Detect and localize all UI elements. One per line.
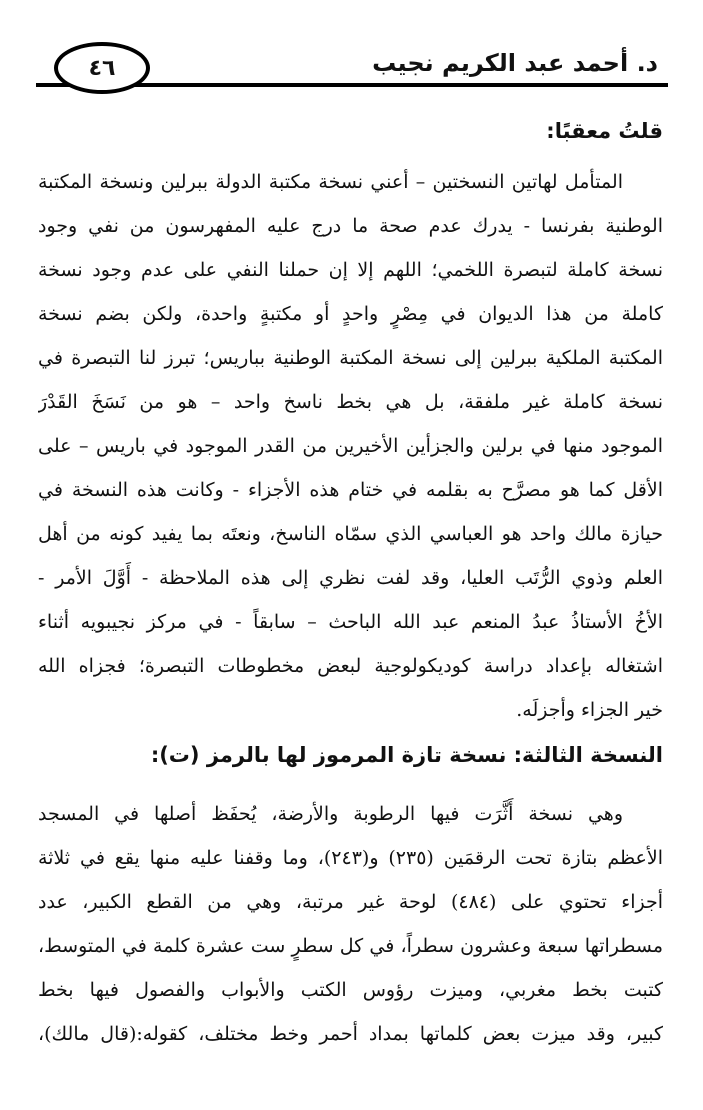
text-line: الموجود منها في برلين والجزأين الأخيرين من القدر الموجود في باريس – على [38,435,663,457]
text-line: نسخة كاملة لتبصرة اللخمي؛ اللهم إلا إن حملنا النفي على عدم وجود نسخة [38,259,663,281]
text-line: حيازة مالك واحد هو العباسي الذي سمّاه الناسخ، ونعتَه بما يفيد كونه من أهل [38,523,663,545]
page-header [36,40,668,100]
text-line: المتأمل لهاتين النسختين – أعني نسخة مكتبة الدولة ببرلين ونسخة المكتبة [38,171,623,193]
author-name: د. أحمد عبد الكريم نجيب [368,46,662,80]
text-line: الأعظم بتازة تحت الرقمَين (٢٣٥) و(٢٤٣)، وما وقفنا عليه منها يقع في ثلاثة [38,847,663,869]
text-line: مسطراتها سبعة وعشرون سطراً، في كل سطرٍ ست عشرة كلمة في المتوسط، [38,935,663,957]
text-line: الأقل كما هو مصرَّح به بقلمه في ختام هذه الأجزاء - وكانت هذه النسخة في [38,479,663,501]
text-line: المكتبة الملكية ببرلين إلى نسخة المكتبة الوطنية بباريس؛ تبرز لنا التبصرة في [38,347,663,369]
text-line: كتبت بخط مغربي، وميزت رؤوس الكتب والأبواب والفصول فيها بخط [38,979,663,1001]
page-number-badge [54,42,150,94]
comment-heading: قلتُ معقبًا: [546,119,663,143]
text-line: وهي نسخة أَثَّرَت فيها الرطوبة والأرضة، يُحفَظ أصلها في المسجد [38,803,623,825]
third-copy-heading: النسخة الثالثة: نسخة تازة المرموز لها بالرمز (ت): [150,743,663,767]
text-line: أجزاء تحتوي على (٤٨٤) لوحة غير مرتبة، وهي من القطع الكبير، عدد [38,891,663,913]
text-line: خير الجزاء وأجزلَه. [516,699,663,721]
text-line: كاملة من هذا الديوان في مِصْرٍ واحدٍ أو مكتبةٍ واحدة، ولكن بضم نسخة [38,303,663,325]
page-number: ٤٦ [88,55,116,81]
text-line: الأخُ الأستاذُ عبدُ المنعم عبد الله الباحث – سابقاً - في مركز نجيبويه أثناء [38,611,663,633]
text-line: الوطنية بفرنسا - يدرك عدم صحة ما درج عليه المفهرسون من نفي وجود [38,215,663,237]
text-line: العلم وذوي الرُّتَب العليا، وقد لفت نظري إلى هذه الملاحظة - أَوَّلَ الأمر - [38,567,663,589]
text-line: اشتغاله بإعداد دراسة كوديكولوجية لبعض مخطوطات التبصرة؛ فجزاه الله [38,655,663,677]
paragraph-comment [38,160,663,732]
text-line: نسخة كاملة غير ملفقة، بل هي بخط ناسخ واحد – هو من نَسَخَ القَدْرَ [38,391,663,413]
text-line: كبير، وقد ميزت بعض كلماتها بمداد أحمر وخط مختلف، كقوله:(قال مالك)، [38,1023,663,1045]
paragraph-third-copy [38,792,663,1056]
